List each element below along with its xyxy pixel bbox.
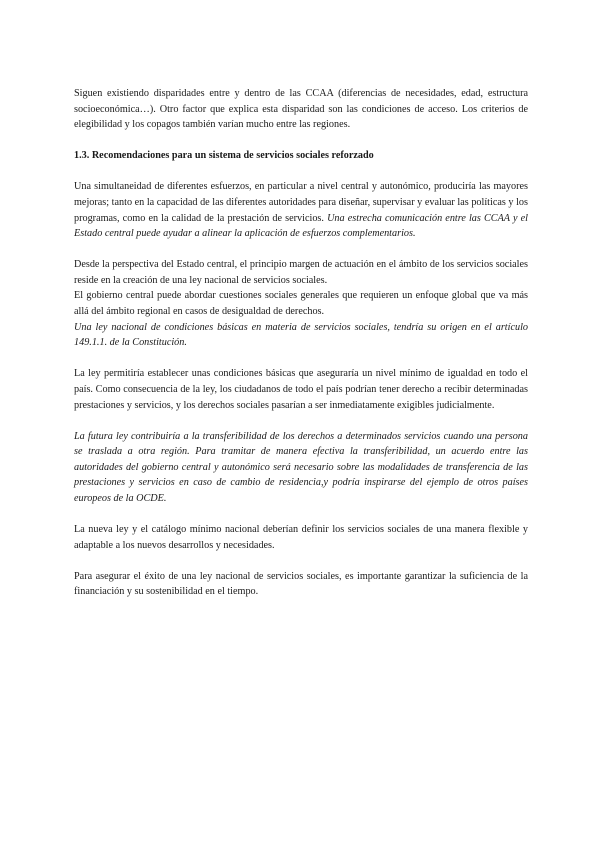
paragraph-central-state: Desde la perspectiva del Estado central, el principio margen de actuación en el ámbito de los servicios sociales reside en la creación de una ley nacional de servicios sociales. (74, 259, 528, 286)
paragraph-funding: Para asegurar el éxito de una ley nacional de servicios sociales, es importante garantizar la suficiencia de la financiación y su sostenibilidad en el tiempo. (74, 570, 528, 598)
paragraph-national-law: Una ley nacional de condiciones básicas en materia de servicios sociales, tendría su origen en el artículo 149.1.1. de la Constitución. (74, 321, 528, 349)
paragraph-catalogue: La nueva ley y el catálogo mínimo nacional deberían definir los servicios sociales de una manera flexible y adaptable a los nuevos desarrollos y necesidades. (74, 524, 528, 551)
paragraph-disparities: Siguen existiendo disparidades entre y dentro de las CCAA (diferencias de necesidades, edad, estructura socioeconómica…). Otro factor que explica esta disparidad son las condiciones de acceso. Los criterios de elegibilidad y los copagos también varían mucho entre las regiones. (74, 88, 528, 131)
paragraph-transferability: La futura ley contribuiría a la transferibilidad de los derechos a determinados servicios cuando una persona se traslada a otra región. Para tramitar de manera efectiva la transferibilidad, un acuerdo entre las autoridades del gobierno central y autonómico será necesario sobre las modalidades de transferencia de las prestaciones y servicios en caso de cambio de residencia,y podría inspirarse del ejemplo de otros países europeos de la OCDE. (74, 430, 528, 504)
section-heading: 1.3. Recomendaciones para un sistema de servicios sociales reforzado (74, 150, 374, 162)
paragraph-simultaneity-italic: Una estrecha comunicación entre las CCAA y el Estado central puede ayudar a alinear la aplicación de esfuerzos complementarios. (74, 212, 528, 240)
paragraph-simultaneity-text: Una simultaneidad de diferentes esfuerzos, en particular a nivel central y autonómico, produciría las mayores mejoras; tanto en la capacidad de las diferentes autoridades para diseñar, supervisar y evaluar las políticas y los programas, como en la calidad de la prestación de servicios. (74, 181, 528, 224)
paragraph-basic-conditions: La ley permitiría establecer unas condiciones básicas que aseguraría un nivel mínimo de igualdad en todo el país. Como consecuencia de la ley, los ciudadanos de todo el país podrían tener derecho a recibir determinadas prestaciones y servicios, y los derechos sociales pasarían a ser inmediatamente exigibles judicialmente. (74, 368, 528, 411)
paragraph-central-government: El gobierno central puede abordar cuestiones sociales generales que requieren un enfoque global que va más allá del ámbito regional en casos de desigualdad de derechos. (74, 290, 528, 318)
paragraph-simultaneity (74, 179, 528, 241)
